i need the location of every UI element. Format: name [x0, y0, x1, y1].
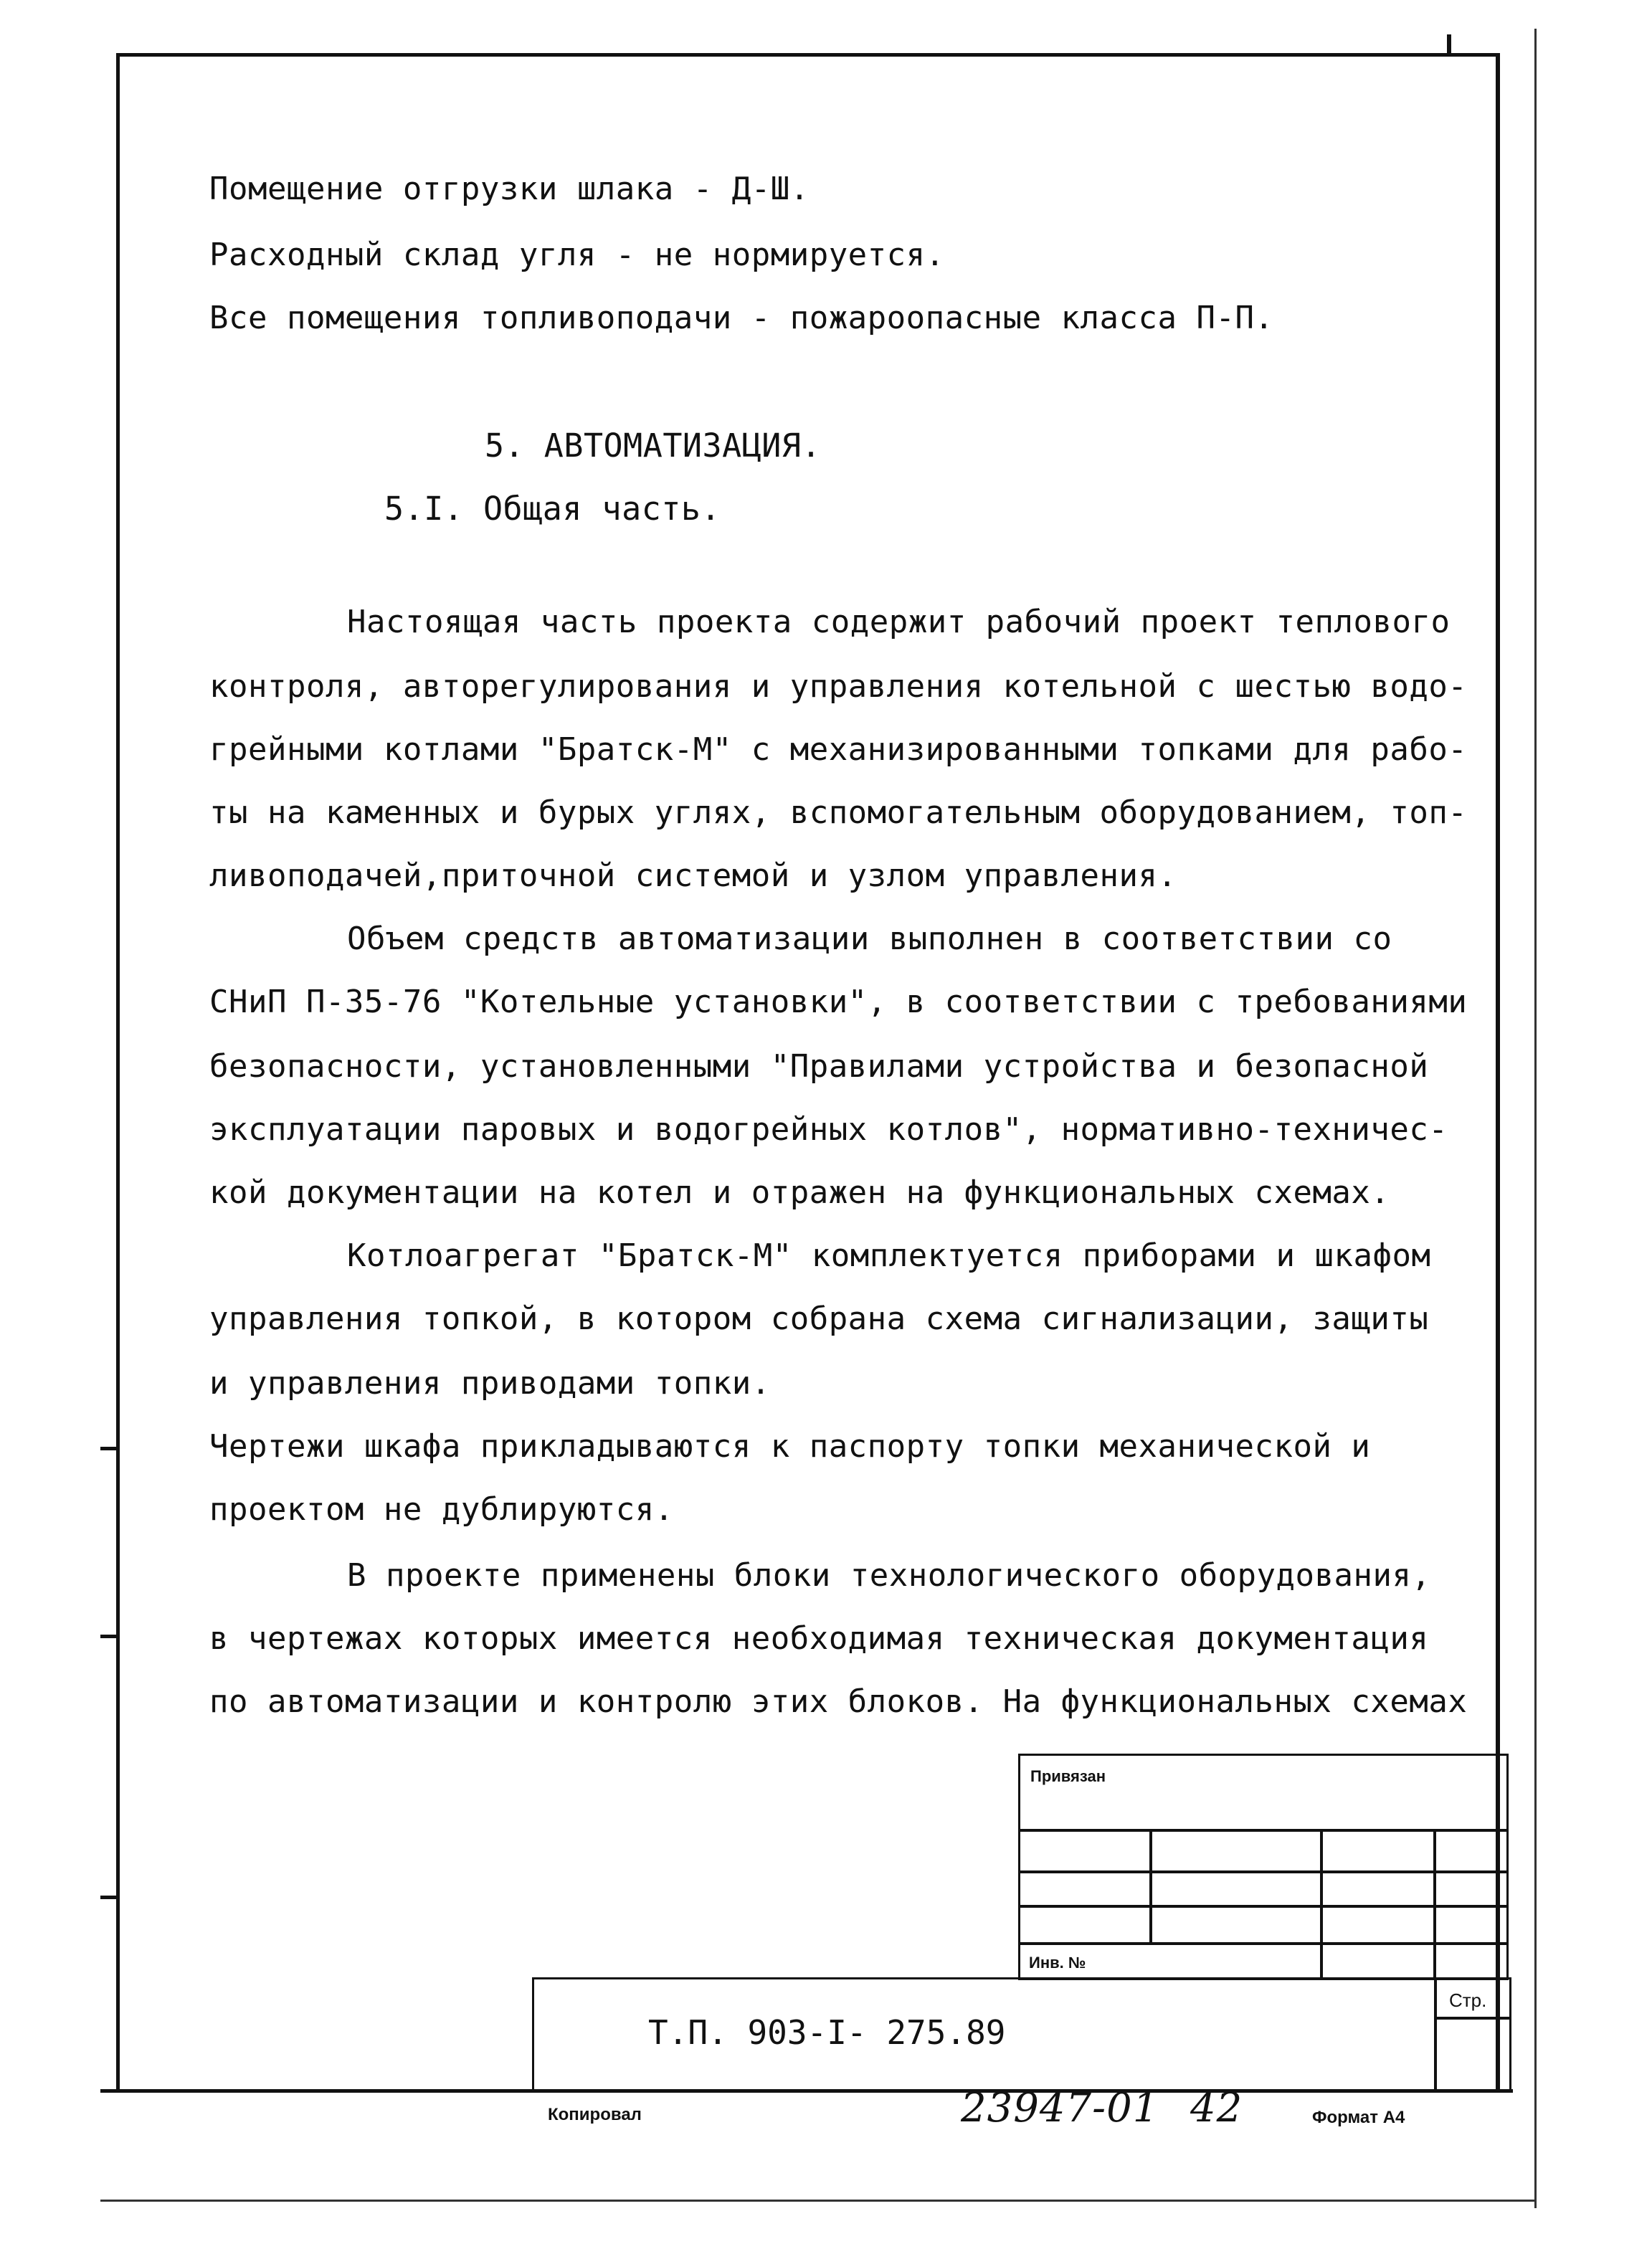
stamp-cell — [1434, 1871, 1509, 1907]
subsection-heading: 5.I. Общая часть. — [384, 490, 721, 528]
stamp-cell — [1150, 1830, 1322, 1873]
inv-label: Инв. № — [1029, 1954, 1086, 1972]
page-label-cell — [1434, 1977, 1511, 2019]
copied-by-label: Копировал — [548, 2105, 642, 2124]
stamp-cell — [1150, 1871, 1322, 1907]
left-tick-mark — [100, 1447, 119, 1450]
paragraph-line: Объем средств автоматизации выполнен в соответствии со — [347, 921, 1392, 957]
paragraph-line: Котлоагрегат "Братск-М" комплектуется приборами и шкафом — [347, 1237, 1431, 1274]
handwritten-number: 23947-01 — [961, 2085, 1159, 2131]
handwritten-page: 42 — [1190, 2085, 1243, 2131]
stamp-cell — [1150, 1906, 1322, 1944]
stamp-cell — [1018, 1830, 1152, 1873]
stamp-cell — [1321, 1871, 1435, 1907]
privyazan-label: Привязан — [1030, 1767, 1106, 1785]
stamp-cell — [1321, 1943, 1435, 1980]
paragraph-line: в чертежах которых имеется необходимая техническая документация — [209, 1620, 1429, 1657]
stamp-cell — [1434, 1943, 1509, 1980]
stamp-cell — [1434, 1906, 1509, 1944]
paragraph-line: эксплуатации паровых и водогрейных котлов", нормативно-техничес- — [209, 1111, 1448, 1148]
section-heading: 5. АВТОМАТИЗАЦИЯ. — [485, 427, 822, 465]
stamp-cell — [1321, 1830, 1435, 1873]
paragraph-line: Настоящая часть проекта содержит рабочий проект теплового — [347, 604, 1451, 640]
format-label: Формат А4 — [1312, 2108, 1405, 2127]
paragraph-line: Чертежи шкафа прикладываются к паспорту топки механической и — [209, 1428, 1371, 1465]
stamp-cell — [1018, 1906, 1152, 1944]
text-line: Расходный склад угля - не нормируется. — [209, 237, 945, 273]
frame-outer-right-line — [1534, 29, 1537, 2208]
page-bottom-line — [100, 2200, 1534, 2202]
paragraph-line: проектом не дублируются. — [209, 1491, 674, 1528]
paragraph-line: и управления приводами топки. — [209, 1365, 771, 1402]
paragraph-line: безопасности, установленными "Правилами устройства и безопасной — [209, 1048, 1429, 1085]
page-number-cell — [1434, 2017, 1511, 2092]
paragraph-line: кой документации на котел и отражен на функциональных схемах. — [209, 1174, 1390, 1211]
page-label: Стр. — [1449, 1989, 1487, 2011]
document-code: Т.П. 903-I- 275.89 — [648, 2013, 1006, 2052]
stamp-cell — [1018, 1871, 1152, 1907]
paragraph-line: по автоматизации и контролю этих блоков. На функциональных схемах — [209, 1683, 1468, 1720]
privyazan-cell — [1018, 1754, 1509, 1831]
paragraph-line: контроля, авторегулирования и управления котельной с шестью водо- — [209, 668, 1468, 705]
left-tick-mark — [100, 1635, 119, 1638]
paragraph-line: В проекте применены блоки технологического оборудования, — [347, 1557, 1431, 1594]
inv-cell — [1018, 1943, 1322, 1980]
left-tick-mark — [100, 1896, 119, 1899]
top-tick-mark — [1447, 34, 1451, 56]
stamp-cell — [1434, 1830, 1509, 1873]
text-line: Все помещения топливоподачи - пожароопасные класса П-П. — [209, 300, 1274, 336]
paragraph-line: ты на каменных и бурых углях, вспомогательным оборудованием, топ- — [209, 794, 1468, 831]
paragraph-line: грейными котлами "Братск-М" с механизированными топками для рабо- — [209, 731, 1468, 768]
paragraph-line: ливоподачей,приточной системой и узлом управления. — [209, 857, 1177, 894]
text-line: Помещение отгрузки шлака - Д-Ш. — [209, 171, 810, 207]
paragraph-line: управления топкой, в котором собрана схема сигнализации, защиты — [209, 1301, 1429, 1337]
stamp-cell — [1321, 1906, 1435, 1944]
paragraph-line: СНиП П-35-76 "Котельные установки", в соответствии с требованиями — [209, 984, 1468, 1020]
